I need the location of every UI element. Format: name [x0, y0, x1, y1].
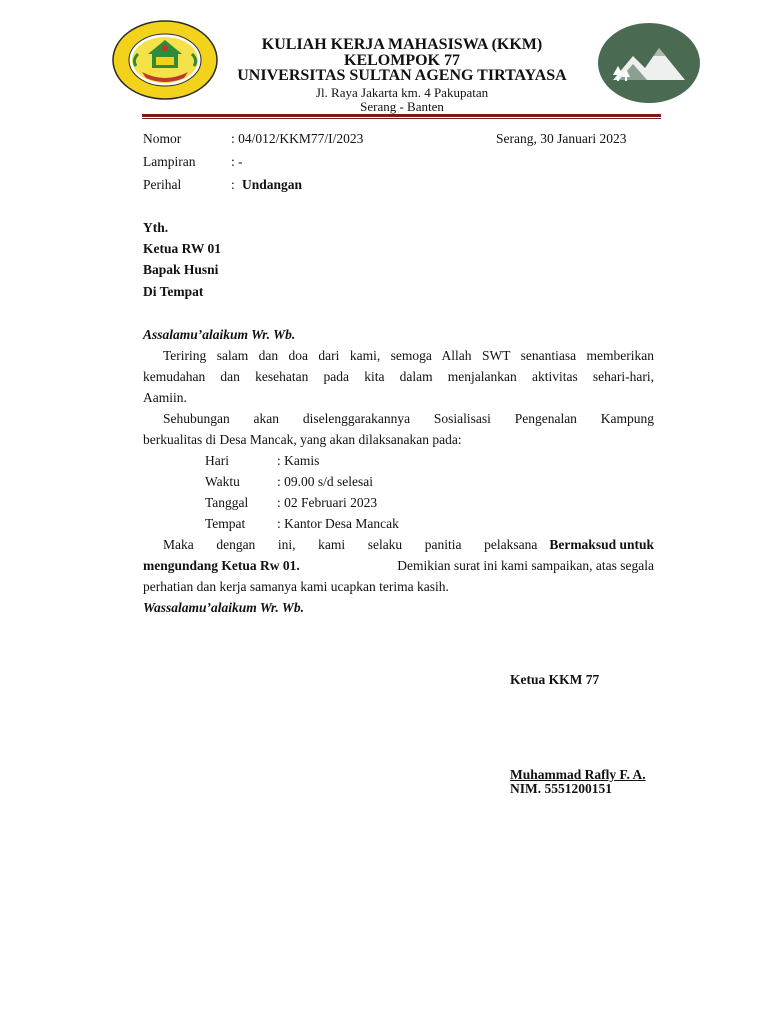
header-rule-thin [142, 118, 661, 119]
perihal-label: Perihal [143, 177, 182, 192]
kkm-logo [597, 22, 701, 104]
recipient-title: Ketua RW 01 [143, 241, 222, 256]
detail-value: : Kamis [277, 453, 320, 468]
detail-label: Tempat [205, 516, 246, 531]
paragraph-1-line-3: Aamiin. [143, 390, 187, 405]
detail-label: Waktu [205, 474, 240, 489]
signature-name: Muhammad Rafly F. A. [510, 767, 646, 782]
signature-role: Ketua KKM 77 [510, 672, 600, 687]
paragraph-3-line-1-text: Maka dengan ini, kami selaku panitia pelaksana [163, 537, 538, 552]
header-city: Serang - Banten [360, 99, 444, 114]
paragraph-3-line-2 [143, 558, 654, 574]
recipient-place: Di Tempat [143, 284, 204, 299]
paragraph-2-line-1: Sehubungan akan diselenggarakannya Sosialisasi Pengenalan Kampung [163, 411, 654, 426]
nomor-label: Nomor [143, 131, 182, 146]
paragraph-3-line-1 [163, 537, 654, 553]
paragraph-3-line-2-bold: mengundang Ketua Rw 01. [143, 558, 300, 573]
paragraph-3-line-3: perhatian dan kerja samanya kami ucapkan terima kasih. [143, 579, 449, 594]
header-address: Jl. Raya Jakarta km. 4 Pakupatan [315, 85, 489, 100]
closing: Wassalamu’alaikum Wr. Wb. [143, 600, 305, 615]
detail-value: : 02 Februari 2023 [277, 495, 378, 510]
nomor-value: : 04/012/KKM77/I/2023 [231, 131, 364, 146]
detail-value: : 09.00 s/d selesai [277, 474, 373, 489]
recipient-name: Bapak Husni [143, 262, 219, 277]
header-university: UNIVERSITAS SULTAN AGENG TIRTAYASA [237, 67, 567, 84]
detail-label: Tanggal [205, 495, 249, 510]
detail-value: : Kantor Desa Mancak [277, 516, 399, 531]
signature-nim: NIM. 5551200151 [510, 781, 612, 796]
recipient-yth: Yth. [143, 220, 169, 235]
perihal-value: Undangan [242, 177, 303, 192]
lampiran-label: Lampiran [143, 154, 196, 169]
header-group: KELOMPOK 77 [344, 52, 460, 69]
lampiran-value: : - [231, 154, 243, 169]
paragraph-3-line-1-bold: Bermaksud untuk [549, 537, 654, 552]
paragraph-1-line-2: kemudahan dan kesehatan pada kita dalam menjalankan aktivitas sehari-hari, [143, 369, 654, 384]
paragraph-2-line-2: berkualitas di Desa Mancak, yang akan dilaksanakan pada: [143, 432, 462, 447]
paragraph-3-line-2-text: Demikian surat ini kami sampaikan, atas segala [397, 558, 654, 573]
place-date: Serang, 30 Januari 2023 [496, 131, 627, 146]
detail-label: Hari [205, 453, 229, 468]
paragraph-1-line-1: Teriring salam dan doa dari kami, semoga Allah SWT senantiasa memberikan [163, 348, 654, 363]
header-rule-thick [142, 114, 661, 117]
greeting: Assalamu’alaikum Wr. Wb. [143, 327, 296, 342]
perihal-colon: : [231, 177, 235, 192]
header-title: KULIAH KERJA MAHASISWA (KKM) [261, 36, 543, 53]
